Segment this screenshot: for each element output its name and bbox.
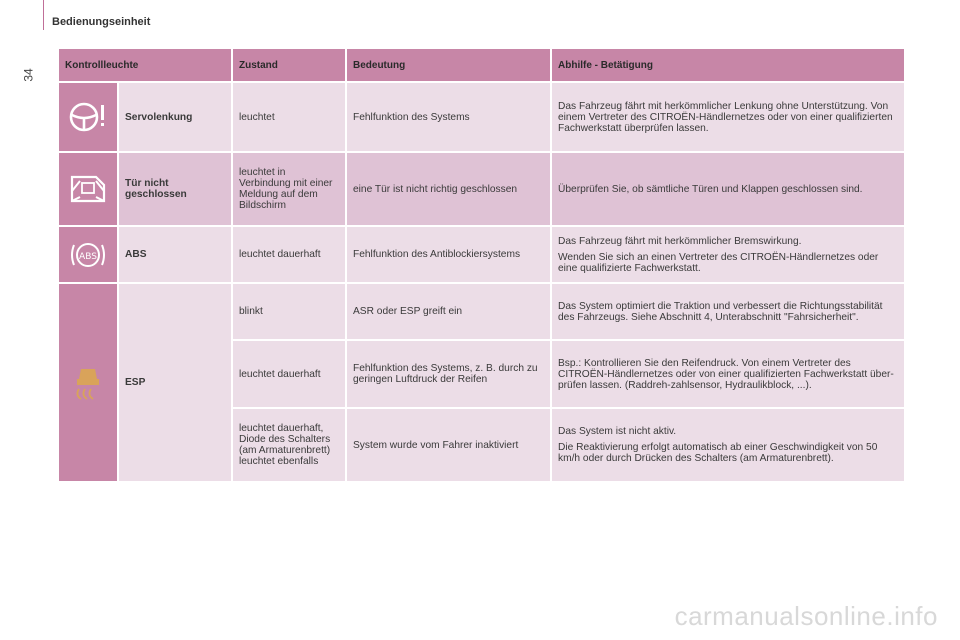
svg-text:ABS: ABS (79, 251, 97, 262)
action-text: Überprüfen Sie, ob sämtliche Türen und Klappen geschlossen sind. (558, 183, 863, 195)
section-title: Bedienungseinheit (52, 16, 151, 28)
page-number: 34 (21, 68, 36, 82)
row-state: leuchtet dauerhaft, Diode des Schalters (am Armaturenbrett) leuchtet ebenfalls (233, 409, 345, 481)
row-state: leuchtet in Verbindung mit einer Meldung auf dem Bildschirm (233, 153, 345, 225)
row-name: ABS (119, 227, 231, 282)
row-action (552, 284, 904, 339)
row-name: Tür nicht geschlossen (119, 153, 231, 225)
row-state: leuchtet (233, 83, 345, 151)
table-row (59, 153, 904, 225)
margin-rule (43, 0, 44, 30)
row-state: leuchtet dauerhaft (233, 341, 345, 407)
table-row (59, 83, 904, 151)
action-text: Bsp.: Kontrollieren Sie den Reifendruck. Von einem Vertreter des CITROËN-Händlernetzes oder von einer qualifizierten Fachwerkstatt über-prüfen lassen. (Raddreh-zahlsensor, Hydraulikblock, ...). (558, 357, 894, 391)
header-kontrollleuchte: Kontrollleuchte (59, 49, 231, 81)
servolenkung-icon-cell (59, 83, 117, 151)
action-text: Das System optimiert die Traktion und verbessert die Richtungsstabilität des Fahrzeugs. Siehe Abschnitt 4, Unterabschnitt "Fahrsicherheit". (558, 300, 883, 323)
row-meaning: Fehlfunktion des Systems, z. B. durch zu geringen Luftdruck der Reifen (347, 341, 550, 407)
watermark-text: carmanualsonline.info (674, 601, 938, 631)
warning-lights-table (57, 47, 906, 483)
action-text: Das Fahrzeug fährt mit herkömmlicher Lenkung ohne Unterstützung. Von einem Vertreter des CITROËN-Händlernetzes oder von einer qualifizierten Fachwerkstatt überprüfen lassen. (558, 100, 893, 134)
esp-icon-cell (59, 284, 117, 481)
row-action (552, 227, 904, 282)
table-header-row (59, 49, 904, 81)
row-meaning: Fehlfunktion des Systems (347, 83, 550, 151)
row-action (552, 153, 904, 225)
door-icon-cell (59, 153, 117, 225)
row-meaning: eine Tür ist nicht richtig geschlossen (347, 153, 550, 225)
table-row (59, 284, 904, 339)
abs-icon-cell (59, 227, 117, 282)
steering-wheel-warning-icon (65, 97, 111, 137)
row-action (552, 341, 904, 407)
row-meaning: System wurde vom Fahrer inaktiviert (347, 409, 550, 481)
table-row (59, 227, 904, 282)
abs-icon (65, 238, 111, 272)
door-open-icon (65, 171, 111, 207)
action-text: Das System ist nicht aktiv. (558, 426, 677, 437)
row-action (552, 83, 904, 151)
action-text: Das Fahrzeug fährt mit herkömmlicher Bremswirkung. (558, 235, 802, 247)
row-meaning: ASR oder ESP greift ein (347, 284, 550, 339)
row-action (552, 409, 904, 481)
row-state: leuchtet dauerhaft (233, 227, 345, 282)
action-text: Die Reaktivierung erfolgt automatisch ab einer Geschwindigkeit von 50 km/h oder durch Drücken des Schalters (am Armaturenbrett). (558, 442, 878, 464)
action-text: Wenden Sie sich an einen Vertreter des CITROËN-Händlernetzes oder eine qualifizierte Fachwerkstatt. (558, 251, 879, 274)
header-abhilfe: Abhilfe - Betätigung (552, 49, 904, 81)
esp-skid-icon (65, 363, 111, 403)
row-name: ESP (119, 284, 231, 481)
header-zustand: Zustand (233, 49, 345, 81)
row-name: Servolenkung (119, 83, 231, 151)
header-bedeutung: Bedeutung (347, 49, 550, 81)
row-meaning: Fehlfunktion des Antiblockiersystems (347, 227, 550, 282)
row-state: blinkt (233, 284, 345, 339)
